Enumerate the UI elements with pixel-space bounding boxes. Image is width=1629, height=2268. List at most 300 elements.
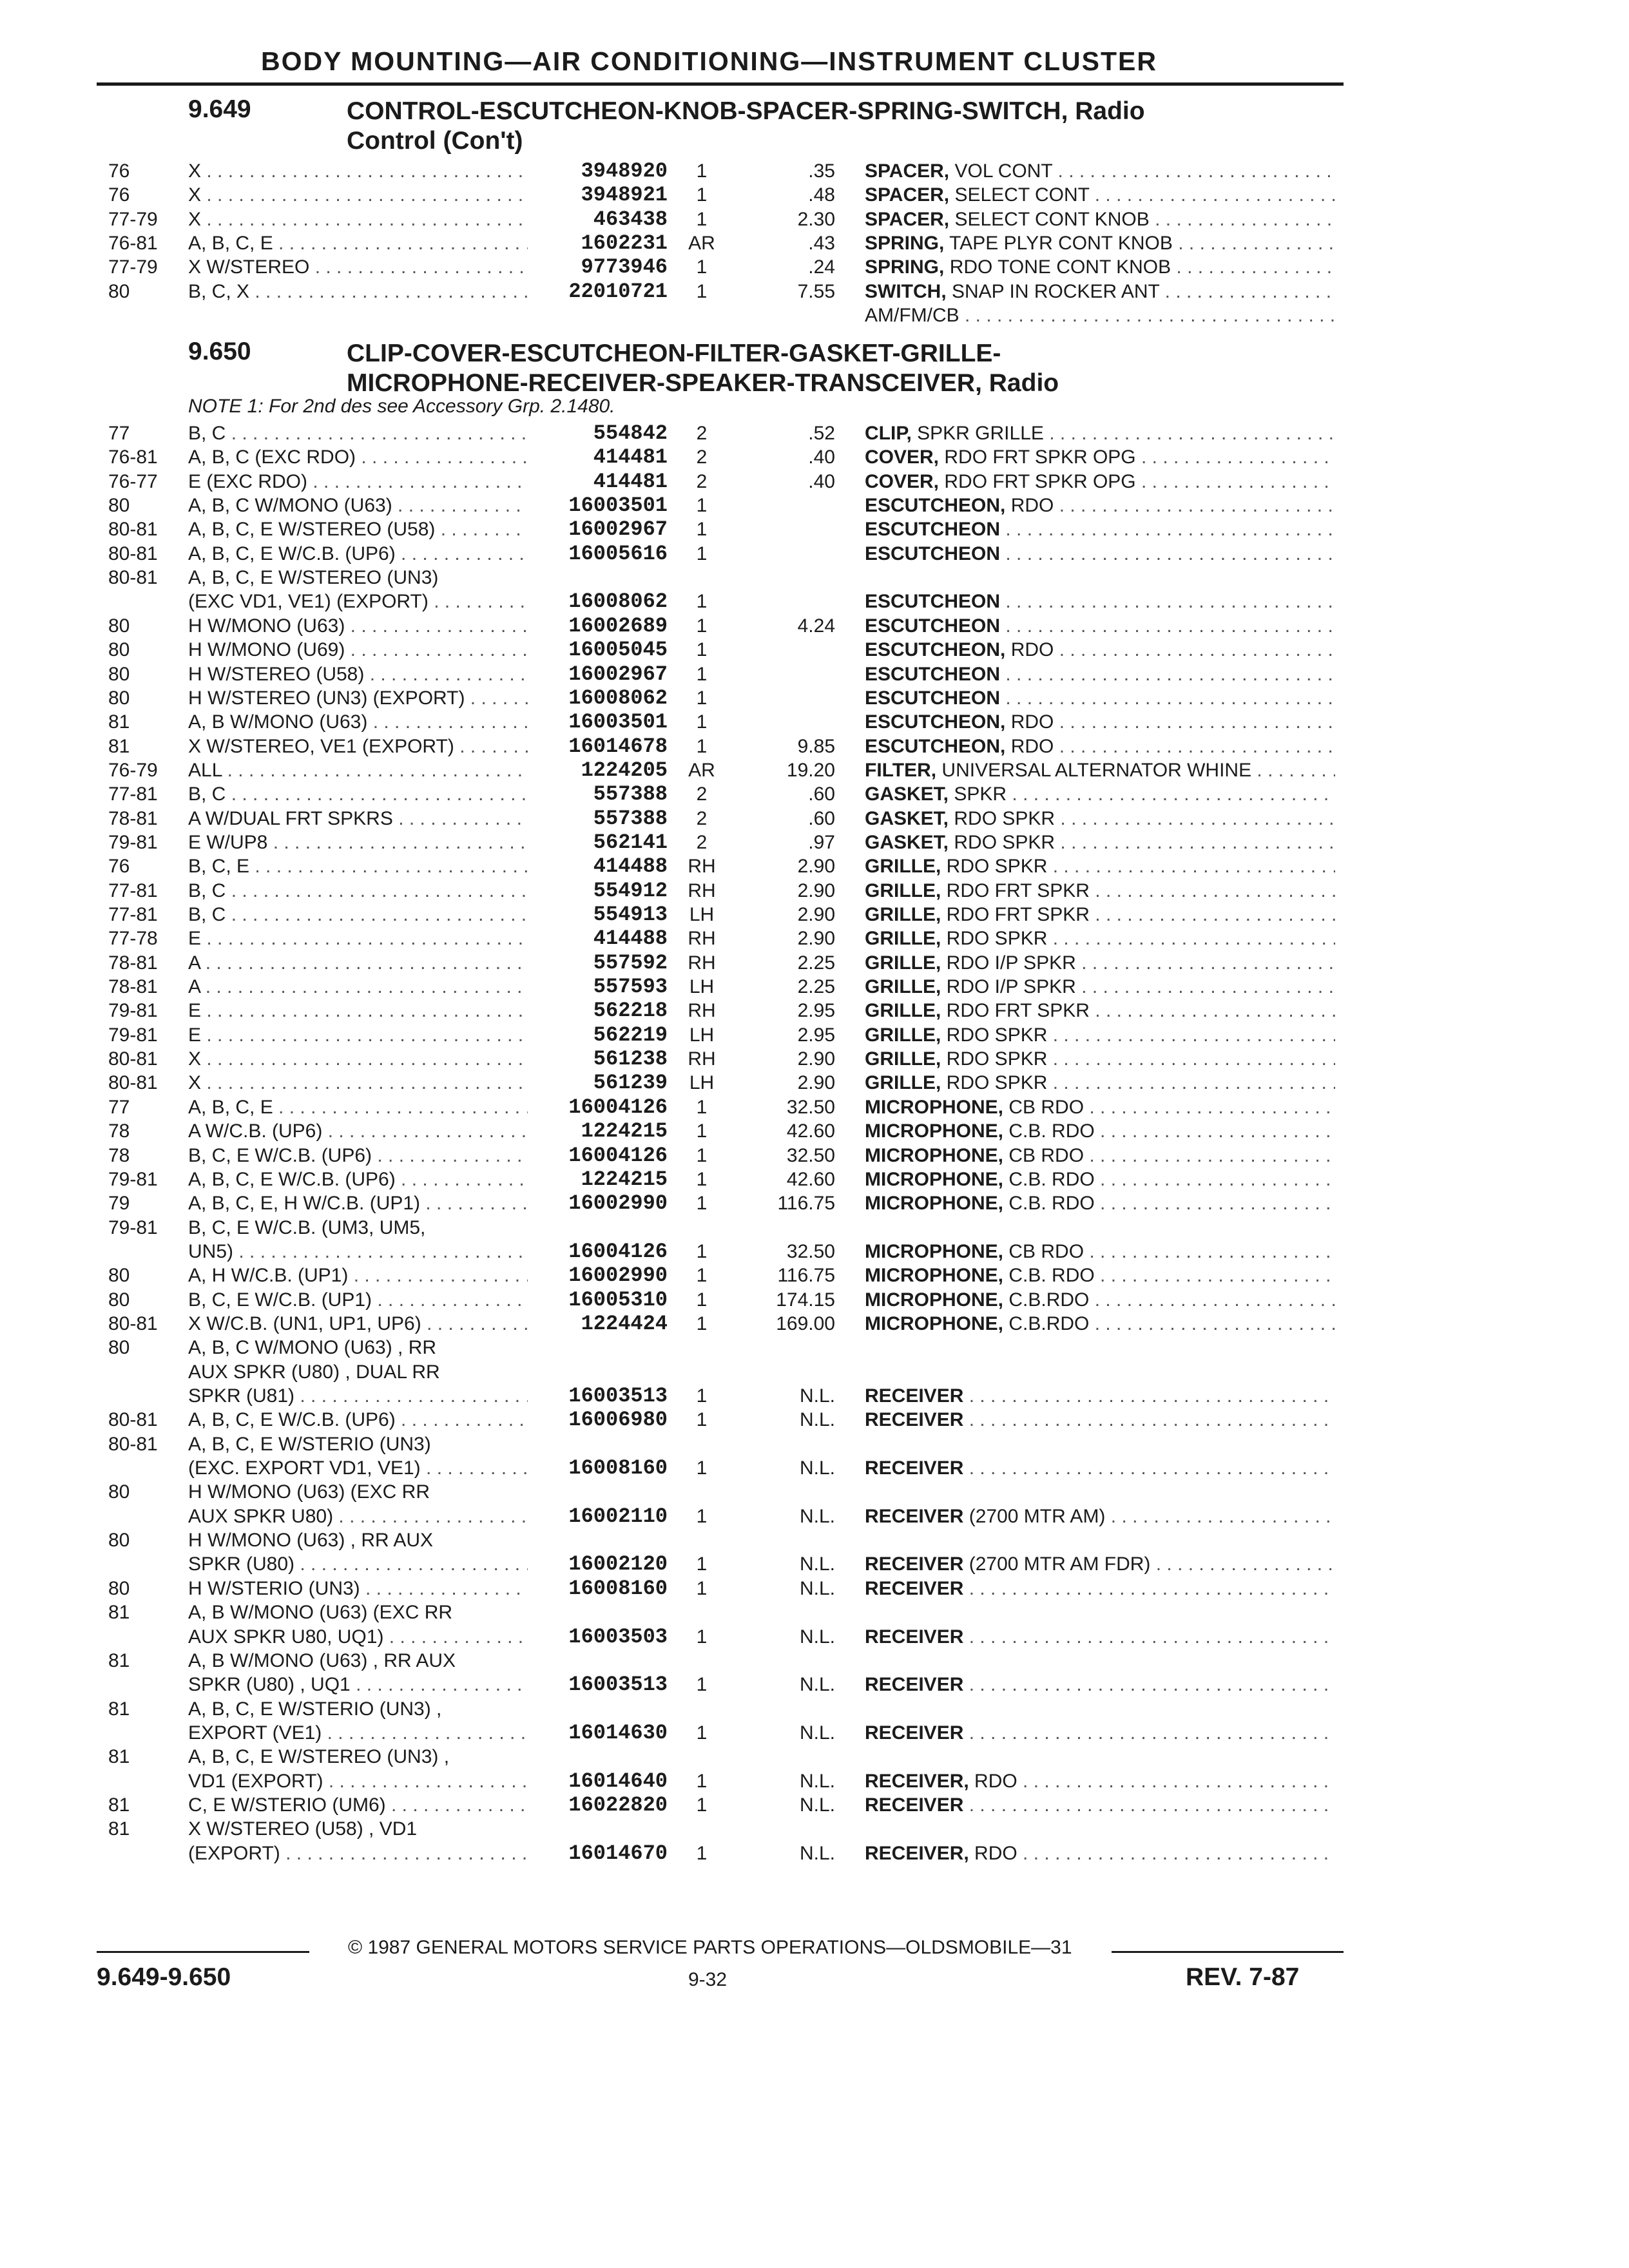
model-years: 78 — [108, 1120, 130, 1142]
part-detail: RDO FRT SPKR — [941, 879, 1090, 901]
description-text — [865, 1626, 1335, 1648]
table-row — [0, 1842, 1629, 1865]
table-row — [0, 1312, 1629, 1336]
part-detail: RDO SPKR — [941, 856, 1048, 878]
part-number: 414488 — [593, 854, 668, 879]
quantity: 1 — [696, 687, 708, 709]
application — [188, 422, 528, 445]
application-text: AUX SPKR U80) . . . — [188, 1506, 528, 1527]
part-detail: RDO I/P SPKR — [941, 952, 1076, 974]
quantity: 2 — [696, 783, 708, 805]
part-name: RECEIVER, — [865, 1842, 969, 1864]
part-name: GASKET, — [865, 807, 949, 829]
part-number: 1224205 — [581, 758, 668, 782]
part-name: MICROPHONE, — [865, 1120, 1004, 1142]
part-detail: C.B. RDO — [1003, 1193, 1095, 1215]
description — [865, 711, 1335, 734]
part-number: 16003501 — [568, 710, 668, 735]
table-row — [0, 1240, 1629, 1264]
section-title-line: CLIP-COVER-ESCUTCHEON-FILTER-GASKET-GRILLE- — [347, 340, 1001, 367]
part-name: SPACER, — [865, 208, 950, 230]
part-number: 562219 — [593, 1023, 668, 1047]
part-number: 16008062 — [568, 590, 668, 614]
application — [188, 1312, 528, 1336]
application-text: EXPORT (VE1) . . . — [188, 1722, 528, 1744]
model-years: 79-81 — [108, 1000, 158, 1022]
part-number: 16004126 — [568, 1239, 668, 1264]
description — [865, 1240, 1335, 1264]
description — [865, 1408, 1335, 1432]
quantity: 1 — [696, 1553, 708, 1575]
application-text: X W/STEREO, VE1 (EXPORT) . . . — [188, 736, 528, 757]
price: .60 — [808, 807, 835, 829]
application — [188, 280, 528, 303]
application — [188, 1529, 528, 1552]
footer-rule-right — [1112, 1951, 1344, 1953]
table-row — [0, 256, 1629, 279]
part-detail: C.B.RDO — [1003, 1312, 1090, 1334]
quantity: 1 — [696, 519, 708, 541]
description-text — [865, 1000, 1335, 1021]
table-row — [0, 639, 1629, 662]
application — [188, 1505, 528, 1528]
description-text — [865, 160, 1335, 182]
application — [188, 1601, 528, 1624]
part-number: 16003513 — [568, 1673, 668, 1697]
part-detail: RDO FRT SPKR — [941, 904, 1090, 925]
price: N.L. — [799, 1553, 835, 1575]
model-years: 79-81 — [108, 1168, 158, 1190]
description — [865, 1770, 1335, 1793]
model-years: 80 — [108, 1481, 130, 1503]
table-row — [0, 927, 1629, 950]
description-text — [865, 1506, 1335, 1527]
part-name: ESCUTCHEON, — [865, 711, 1006, 733]
price: 116.75 — [777, 1193, 835, 1215]
quantity: 1 — [696, 1193, 708, 1215]
part-number: 16004126 — [568, 1143, 668, 1168]
quantity: LH — [689, 904, 715, 925]
part-number: 554842 — [593, 421, 668, 445]
application — [188, 903, 528, 927]
model-years: 80-81 — [108, 567, 158, 589]
application-text: (EXC. EXPORT VD1, VE1) . . . — [188, 1457, 528, 1479]
part-number: 16008062 — [568, 686, 668, 710]
part-detail: SPKR — [949, 783, 1007, 805]
application — [188, 1649, 528, 1673]
part-detail: RDO FRT SPKR OPG — [939, 447, 1136, 468]
table-row — [0, 711, 1629, 734]
table-row — [0, 232, 1629, 255]
section-number-9650: 9.650 — [188, 338, 251, 365]
price: N.L. — [799, 1794, 835, 1816]
application — [188, 1457, 528, 1480]
quantity: 1 — [696, 615, 708, 637]
application — [188, 208, 528, 231]
part-name: ESCUTCHEON — [865, 543, 1001, 564]
application-text: X . . . — [188, 1048, 528, 1070]
quantity: 1 — [696, 1120, 708, 1142]
part-number: 16003513 — [568, 1384, 668, 1408]
description — [865, 831, 1335, 854]
description — [865, 927, 1335, 950]
application — [188, 1192, 528, 1215]
description — [865, 422, 1335, 445]
quantity: 1 — [696, 735, 708, 757]
part-number: 16002990 — [568, 1264, 668, 1288]
part-detail: RDO I/P SPKR — [941, 976, 1076, 998]
model-years: 76 — [108, 160, 130, 182]
part-detail: RDO — [969, 1770, 1017, 1792]
table-row — [0, 1264, 1629, 1287]
description-text — [865, 1241, 1335, 1262]
part-name: ESCUTCHEON — [865, 687, 1001, 709]
model-years: 81 — [108, 1602, 130, 1624]
quantity: 1 — [696, 711, 708, 733]
application-text: (EXC VD1, VE1) (EXPORT) . . . — [188, 591, 528, 612]
description — [865, 1048, 1335, 1071]
quantity: 1 — [696, 1577, 708, 1599]
part-name: CLIP, — [865, 423, 912, 444]
application-text: X W/STEREO (U58) , VD1 — [188, 1818, 418, 1840]
part-number: 16003503 — [568, 1624, 668, 1649]
table-row — [0, 879, 1629, 903]
table-row — [0, 1481, 1629, 1504]
application-text: B, C . . . — [188, 783, 528, 805]
part-number: 414488 — [593, 927, 668, 951]
description-text — [865, 1169, 1335, 1190]
application — [188, 639, 528, 662]
part-detail: RDO SPKR — [941, 1024, 1048, 1046]
table-row — [0, 1361, 1629, 1384]
quantity: 2 — [696, 447, 708, 468]
model-years: 80 — [108, 1577, 130, 1599]
price: .97 — [808, 831, 835, 853]
model-years: 77 — [108, 423, 130, 444]
part-number: 557592 — [593, 950, 668, 975]
description — [865, 543, 1335, 566]
part-number: 561239 — [593, 1071, 668, 1095]
table-row — [0, 999, 1629, 1023]
model-years: 76 — [108, 184, 130, 206]
price: 2.90 — [797, 879, 835, 901]
table-row — [0, 1144, 1629, 1168]
table-row — [0, 1408, 1629, 1432]
part-name: ESCUTCHEON, — [865, 639, 1006, 661]
part-number: 16008160 — [568, 1456, 668, 1481]
table-row — [0, 735, 1629, 758]
part-detail: RDO FRT SPKR OPG — [939, 470, 1136, 492]
quantity: 2 — [696, 470, 708, 492]
application — [188, 1408, 528, 1432]
part-detail: CB RDO — [1003, 1096, 1084, 1118]
footer-copyright: © 1987 GENERAL MOTORS SERVICE PARTS OPERATIONS—OLDSMOBILE—31 — [348, 1937, 1072, 1958]
table-row — [0, 1336, 1629, 1360]
application — [188, 1289, 528, 1312]
description-text — [865, 1722, 1335, 1744]
application — [188, 687, 528, 710]
model-years: 80 — [108, 280, 130, 302]
description-text — [865, 1313, 1335, 1334]
application — [188, 1024, 528, 1047]
part-number: 557593 — [593, 975, 668, 999]
price: N.L. — [799, 1626, 835, 1648]
quantity: RH — [688, 879, 716, 901]
price: 2.25 — [797, 952, 835, 974]
description — [865, 470, 1335, 494]
part-number: 16014670 — [568, 1841, 668, 1865]
application-text: H W/MONO (U63) (EXC RR — [188, 1481, 430, 1503]
part-detail: RDO — [1005, 711, 1054, 733]
description — [865, 1024, 1335, 1047]
table-row — [0, 1794, 1629, 1817]
quantity: 2 — [696, 831, 708, 853]
description-text — [865, 952, 1335, 974]
application — [188, 256, 528, 279]
price: .24 — [808, 256, 835, 278]
application-text: A, B, C, E W/STERIO (UN3) , — [188, 1698, 442, 1720]
description-text — [865, 1409, 1335, 1430]
description — [865, 735, 1335, 758]
application-text: SPKR (U81) . . . — [188, 1385, 528, 1407]
part-number: 16014630 — [568, 1720, 668, 1745]
application-text: AUX SPKR U80, UQ1) . . . — [188, 1626, 528, 1648]
application — [188, 1361, 528, 1384]
description — [865, 1168, 1335, 1191]
price: N.L. — [799, 1842, 835, 1864]
description-text — [865, 1771, 1335, 1792]
model-years: 77-81 — [108, 904, 158, 925]
part-detail: RDO SPKR — [941, 1048, 1048, 1070]
price: .43 — [808, 232, 835, 254]
application — [188, 927, 528, 950]
application-text: A, H W/C.B. (UP1) . . . — [188, 1265, 528, 1286]
table-row — [0, 1673, 1629, 1696]
price: 2.90 — [797, 904, 835, 925]
description — [865, 446, 1335, 469]
part-name: GRILLE, — [865, 976, 941, 998]
application — [188, 831, 528, 854]
part-name: GRILLE, — [865, 1048, 941, 1070]
table-row — [0, 543, 1629, 566]
price: N.L. — [799, 1577, 835, 1599]
application-text: A W/C.B. (UP6) . . . — [188, 1120, 528, 1142]
footer-page-number: 9-32 — [688, 1969, 728, 1990]
model-years: 80 — [108, 1337, 130, 1359]
application — [188, 1216, 528, 1240]
model-years: 80 — [108, 639, 130, 661]
quantity: 1 — [696, 184, 708, 206]
table-row — [0, 1096, 1629, 1119]
table-row — [0, 1072, 1629, 1095]
table-row — [0, 184, 1629, 207]
description — [865, 1553, 1335, 1576]
part-name: ESCUTCHEON — [865, 591, 1001, 613]
application — [188, 518, 528, 541]
model-years: 79-81 — [108, 831, 158, 853]
model-years: 77 — [108, 1096, 130, 1118]
part-number: 16014678 — [568, 734, 668, 758]
description — [865, 1312, 1335, 1336]
application — [188, 566, 528, 590]
description-text — [865, 856, 1335, 877]
description-text — [865, 808, 1335, 829]
table-row — [0, 1770, 1629, 1793]
part-name: RECEIVER — [865, 1457, 964, 1479]
description — [865, 1722, 1335, 1745]
description-text — [865, 904, 1335, 925]
description-text — [865, 495, 1335, 516]
part-number: 16002110 — [568, 1504, 668, 1528]
application-text: A, B, C, E W/C.B. (UP6) . . . — [188, 543, 528, 564]
description — [865, 855, 1335, 878]
description-text — [865, 1289, 1335, 1311]
application — [188, 1722, 528, 1745]
application-text: A W/DUAL FRT SPKRS . . . — [188, 808, 528, 829]
application — [188, 1433, 528, 1456]
quantity: 1 — [696, 1842, 708, 1864]
part-name: FILTER, — [865, 759, 937, 781]
part-name: MICROPHONE, — [865, 1193, 1004, 1215]
description-text — [865, 1843, 1335, 1864]
footer-section-range: 9.649-9.650 — [97, 1963, 231, 1991]
description — [865, 615, 1335, 638]
application-text: B, C . . . — [188, 880, 528, 901]
part-detail: RDO — [1005, 639, 1054, 661]
application-text: A, B, C, E W/STERIO (UN3) — [188, 1433, 431, 1455]
model-years: 80-81 — [108, 1433, 158, 1455]
price: 2.95 — [797, 1000, 835, 1022]
part-detail: C.B. RDO — [1003, 1120, 1095, 1142]
quantity: LH — [689, 976, 715, 998]
part-number: 554912 — [593, 878, 668, 903]
quantity: 1 — [696, 1265, 708, 1287]
application — [188, 663, 528, 686]
quantity: 1 — [696, 1289, 708, 1311]
application — [188, 1144, 528, 1168]
description-text — [865, 1553, 1335, 1575]
part-number: 16002967 — [568, 662, 668, 686]
table-row — [0, 590, 1629, 613]
part-name: SPACER, — [865, 160, 950, 182]
model-years: 77-81 — [108, 879, 158, 901]
application-text: B, C, E . . . — [188, 856, 528, 877]
part-name: RECEIVER, — [865, 1770, 969, 1792]
table-row — [0, 663, 1629, 686]
application-text: A, B W/MONO (U63) (EXC RR — [188, 1602, 453, 1624]
description — [865, 208, 1335, 231]
part-number: 1224424 — [581, 1311, 668, 1336]
part-number: 16006980 — [568, 1408, 668, 1432]
table-row — [0, 831, 1629, 854]
quantity: 1 — [696, 1240, 708, 1262]
part-number: 3948921 — [581, 183, 668, 207]
application-text: E W/UP8 . . . — [188, 832, 528, 853]
model-years: 76-77 — [108, 470, 158, 492]
application-text: A, B, C W/MONO (U63) , RR — [188, 1337, 437, 1359]
price: N.L. — [799, 1505, 835, 1527]
part-name: RECEIVER — [865, 1553, 964, 1575]
model-years: 80-81 — [108, 1048, 158, 1070]
application — [188, 1698, 528, 1721]
model-years: 77-81 — [108, 783, 158, 805]
price: 2.90 — [797, 1048, 835, 1070]
part-name: ESCUTCHEON, — [865, 735, 1006, 757]
table-row — [0, 1168, 1629, 1191]
price: .40 — [808, 470, 835, 492]
application-text: B, C, E W/C.B. (UM3, UM5, — [188, 1216, 426, 1238]
part-name: GRILLE, — [865, 928, 941, 950]
part-number: 16002967 — [568, 517, 668, 542]
description — [865, 1577, 1335, 1600]
application-text: A, B, C, E . . . — [188, 1097, 528, 1118]
part-detail: SELECT CONT KNOB — [949, 208, 1150, 230]
model-years: 80 — [108, 1265, 130, 1287]
quantity: 1 — [696, 1096, 708, 1118]
description — [865, 184, 1335, 207]
part-number: 16005310 — [568, 1287, 668, 1312]
price: N.L. — [799, 1409, 835, 1431]
part-name: MICROPHONE, — [865, 1144, 1004, 1166]
application — [188, 855, 528, 878]
description-text — [865, 711, 1335, 733]
model-years: 80-81 — [108, 543, 158, 564]
price: 19.20 — [786, 759, 835, 781]
part-name: SPRING, — [865, 256, 945, 278]
model-years: 79-81 — [108, 1216, 158, 1238]
quantity: LH — [689, 1024, 715, 1046]
price: 32.50 — [786, 1096, 835, 1118]
table-row — [0, 783, 1629, 806]
part-detail: RDO SPKR — [941, 928, 1048, 950]
part-number: 562141 — [593, 830, 668, 854]
part-number: 16005616 — [568, 541, 668, 566]
application-text: E . . . — [188, 1024, 528, 1046]
price: N.L. — [799, 1457, 835, 1479]
table-row — [0, 1433, 1629, 1456]
part-number: 562218 — [593, 999, 668, 1023]
part-name: RECEIVER — [865, 1505, 964, 1527]
description — [865, 663, 1335, 686]
quantity: 1 — [696, 1385, 708, 1407]
quantity: 2 — [696, 423, 708, 444]
application — [188, 735, 528, 758]
application — [188, 1626, 528, 1649]
application-text: E (EXC RDO) . . . — [188, 471, 528, 492]
description — [865, 879, 1335, 903]
part-detail: VOL CONT — [949, 160, 1053, 182]
part-name: ESCUTCHEON — [865, 615, 1001, 637]
part-number: 16005045 — [568, 638, 668, 662]
application-text: H W/STERIO (UN3) . . . — [188, 1578, 528, 1599]
description — [865, 1289, 1335, 1312]
part-number: 16002689 — [568, 613, 668, 638]
table-row — [0, 566, 1629, 590]
section-note: NOTE 1: For 2nd des see Accessory Grp. 2.1480. — [188, 396, 615, 417]
table-row — [0, 1529, 1629, 1552]
quantity: 1 — [696, 160, 708, 182]
description-text — [865, 591, 1335, 612]
footer-rule-left — [97, 1951, 309, 1953]
section-title-9650 — [347, 339, 1059, 398]
quantity: 1 — [696, 1626, 708, 1648]
description — [865, 160, 1335, 183]
model-years: 79-81 — [108, 1024, 158, 1046]
application-text: A, B, C, E W/STEREO (UN3) , — [188, 1746, 450, 1768]
application — [188, 160, 528, 183]
section-title-line: Control (Con't) — [347, 127, 523, 155]
application-text: X W/C.B. (UN1, UP1, UP6) . . . — [188, 1313, 528, 1334]
